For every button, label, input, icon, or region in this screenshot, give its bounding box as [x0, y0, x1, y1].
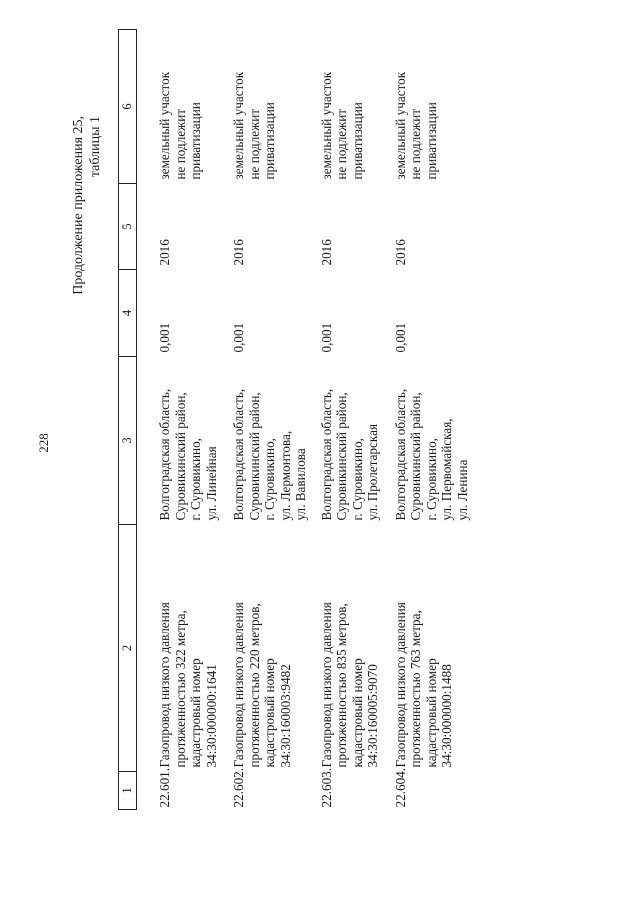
- year: 2016: [318, 239, 334, 266]
- privatization-status: земельный участок не подлежит приватизации: [231, 71, 277, 180]
- land-area: 0,001: [231, 322, 246, 353]
- header-row: [119, 30, 137, 810]
- continuation-line-1: Продолжение приложения 25,: [71, 116, 86, 295]
- object-description: Газопровод низкого давления протяженностью 835 метров, кадастровый номер 34:30:160005:9070: [318, 602, 380, 768]
- object-address: Волгоградская область, Суровикинский район, г. Суровикино, ул. Первомайская, ул. Ленина: [392, 388, 470, 521]
- year: 2016: [392, 239, 408, 266]
- privatization-status: земельный участок не подлежит приватизации: [318, 71, 365, 180]
- object-address: Волгоградская область, Суровикинский район, г. Суровикино, ул. Линейная: [157, 388, 219, 521]
- object-address: Волгоградская область, Суровикинский район, г. Суровикино, ул. Лермонтова, ул. Вавилова: [231, 388, 308, 521]
- year: 2016: [231, 239, 246, 266]
- column-header-5: 5: [119, 184, 137, 270]
- continuation-heading: [70, 116, 104, 295]
- land-area: 0,001: [318, 322, 334, 353]
- column-header-2: 2: [119, 525, 137, 772]
- object-address: Волгоградская область, Суровикинский район, г. Суровикино, ул. Пролетарская: [318, 388, 380, 521]
- row-number: 22.602.: [231, 767, 246, 808]
- column-header-1: 1: [119, 772, 137, 810]
- privatization-status: земельный участок не подлежит приватизации: [392, 71, 439, 180]
- object-description: Газопровод низкого давления протяженностью 763 метра, кадастровый номер 34:30:000000:1488: [392, 602, 454, 768]
- table-row: [383, 30, 471, 810]
- table-row: [221, 30, 309, 810]
- privatization-status: земельный участок не подлежит приватизации: [157, 71, 203, 180]
- row-number: 22.601.: [157, 767, 172, 808]
- table-row: [137, 30, 222, 810]
- row-number: 22.604.: [392, 767, 408, 808]
- column-header-3: 3: [119, 357, 137, 525]
- column-header-6: 6: [119, 30, 137, 184]
- column-header-4: 4: [119, 270, 137, 357]
- table-row: [309, 30, 383, 810]
- year: 2016: [157, 239, 172, 266]
- object-description: Газопровод низкого давления протяженностью 322 метра, кадастровый номер 34:30:000000:1641: [157, 602, 219, 768]
- continuation-line-2: таблицы 1: [88, 116, 103, 178]
- page-number: 228: [36, 433, 51, 453]
- land-area: 0,001: [392, 322, 408, 353]
- land-area: 0,001: [157, 322, 172, 353]
- row-number: 22.603.: [318, 767, 334, 808]
- object-description: Газопровод низкого давления протяженностью 220 метров, кадастровый номер 34:30:160003:9482: [231, 602, 293, 768]
- property-table: [118, 29, 470, 810]
